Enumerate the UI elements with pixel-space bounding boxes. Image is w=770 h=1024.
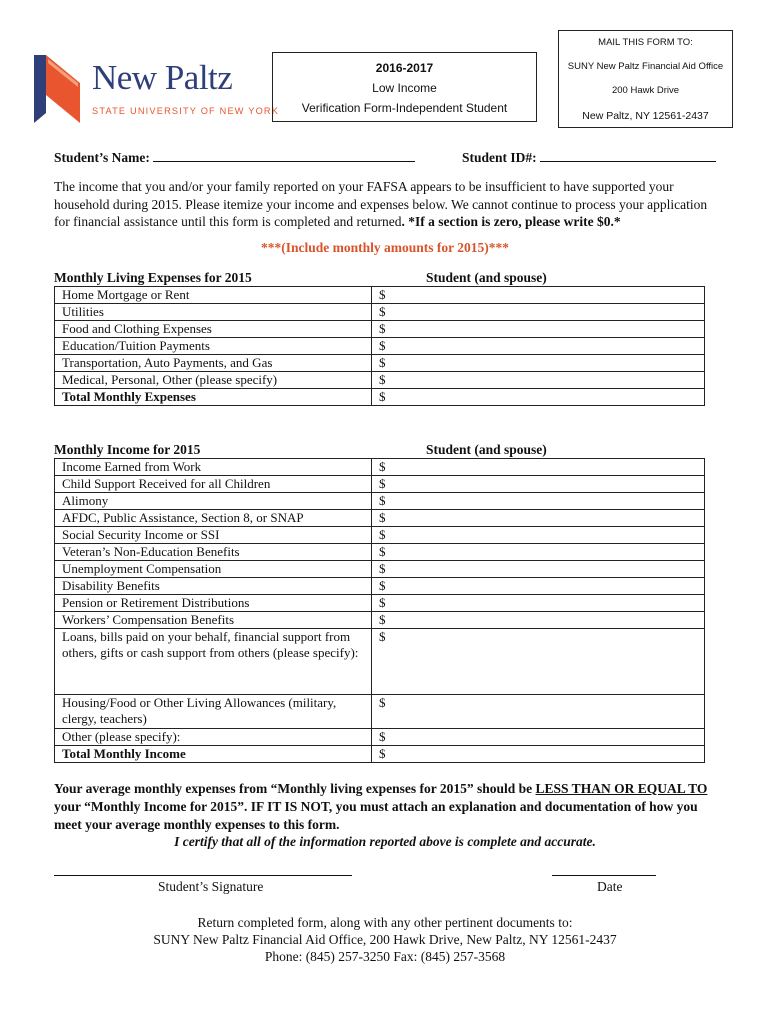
footer-phone-line: Phone: (845) 257-3250 Fax: (845) 257-3568 <box>264 949 506 964</box>
student-id-row <box>462 149 716 166</box>
income-row <box>55 695 705 729</box>
income-row <box>55 729 705 746</box>
income-row-amount-field[interactable]: $ <box>372 561 705 578</box>
intro-paragraph <box>54 178 724 231</box>
expense-row-label: Education/Tuition Payments <box>55 338 372 355</box>
income-row-label: Total Monthly Income <box>55 746 372 763</box>
expense-row-amount-field[interactable]: $ <box>372 321 705 338</box>
expense-row-amount-field[interactable]: $ <box>372 287 705 304</box>
income-column-header: Student (and spouse) <box>426 442 547 457</box>
income-row-label: Child Support Received for all Children <box>55 476 372 493</box>
expense-row-amount-field[interactable]: $ <box>372 338 705 355</box>
income-row-amount-field[interactable]: $ <box>372 510 705 527</box>
expense-row <box>55 304 705 321</box>
average-note-emphasis: LESS THAN OR EQUAL TO <box>535 781 708 796</box>
expense-row-amount-field[interactable]: $ <box>372 355 705 372</box>
income-row-label: Social Security Income or SSI <box>55 527 372 544</box>
student-name-label: Student’s Name: <box>54 150 150 165</box>
income-row-amount-field[interactable]: $ <box>372 578 705 595</box>
footer-return-line: Return completed form, along with any other pertinent documents to: <box>197 915 573 930</box>
student-signature-line[interactable] <box>54 875 352 876</box>
footer-address-line: SUNY New Paltz Financial Aid Office, 200 Hawk Drive, New Paltz, NY 12561-2437 <box>153 932 617 947</box>
income-row-label: AFDC, Public Assistance, Section 8, or SNAP <box>55 510 372 527</box>
expense-row <box>55 287 705 304</box>
average-note-part3: your “Monthly Income for 2015”. IF IT IS NOT, you must attach an explanation and documentation of how you meet your average monthly expenses to this form. <box>54 799 698 832</box>
income-row <box>55 493 705 510</box>
income-row-label: Alimony <box>55 493 372 510</box>
income-row <box>55 527 705 544</box>
student-signature-label: Student’s Signature <box>158 879 264 894</box>
mail-heading: MAIL THIS FORM TO: <box>598 37 693 48</box>
logo-subtitle: STATE UNIVERSITY OF NEW YORK <box>92 106 280 116</box>
expenses-table <box>54 286 705 406</box>
income-row-amount-field[interactable]: $ <box>372 527 705 544</box>
logo-wordmark: New Paltz <box>92 58 233 97</box>
income-row-label: Veteran’s Non-Education Benefits <box>55 544 372 561</box>
expenses-column-header: Student (and spouse) <box>426 270 547 285</box>
average-note-part1: Your average monthly expenses from “Monthly living expenses for 2015” should be <box>54 781 536 796</box>
income-row-amount-field[interactable]: $ <box>372 729 705 746</box>
expenses-title: Monthly Living Expenses for 2015 <box>54 270 252 285</box>
expense-row-amount-field[interactable]: $ <box>372 372 705 389</box>
mail-to-box <box>558 30 733 128</box>
income-row-amount-field[interactable]: $ <box>372 746 705 763</box>
mail-office: SUNY New Paltz Financial Aid Office <box>567 61 724 72</box>
intro-text: The income that you and/or your family reported on your FAFSA appears to be insufficient to have supported your household during 2015. Please itemize your income and expenses below. We cannot continue to process your application for financial assistance until this form is completed and returned <box>54 179 708 229</box>
expense-row-label: Home Mortgage or Rent <box>55 287 372 304</box>
expense-row-amount-field[interactable]: $ <box>372 389 705 406</box>
date-line[interactable] <box>552 875 656 876</box>
income-row <box>55 544 705 561</box>
income-row-label: Disability Benefits <box>55 578 372 595</box>
include-monthly-note: ***(Include monthly amounts for 2015)*** <box>260 240 510 255</box>
expense-row-label: Medical, Personal, Other (please specify) <box>55 372 372 389</box>
income-row <box>55 510 705 527</box>
income-row <box>55 612 705 629</box>
income-row-label: Unemployment Compensation <box>55 561 372 578</box>
income-row <box>55 459 705 476</box>
income-row-amount-field[interactable]: $ <box>372 493 705 510</box>
student-name-field[interactable] <box>153 149 415 162</box>
form-title-line3: Verification Form-Independent Student <box>301 101 508 115</box>
income-row <box>55 595 705 612</box>
student-id-label: Student ID#: <box>462 150 537 165</box>
expense-row-label: Food and Clothing Expenses <box>55 321 372 338</box>
income-row-amount-field[interactable]: $ <box>372 629 705 695</box>
expense-row <box>55 321 705 338</box>
average-expenses-note <box>54 780 724 834</box>
intro-emphasis: . *If a section is zero, please write $0.* <box>401 214 621 229</box>
expense-row <box>55 355 705 372</box>
date-label: Date <box>597 879 623 894</box>
mail-street: 200 Hawk Drive <box>611 85 680 96</box>
income-row <box>55 476 705 493</box>
income-row-amount-field[interactable]: $ <box>372 612 705 629</box>
expense-row <box>55 389 705 406</box>
form-title-line2: Low Income <box>372 81 437 95</box>
income-row <box>55 578 705 595</box>
income-row-label: Pension or Retirement Distributions <box>55 595 372 612</box>
income-row-label: Other (please specify): <box>55 729 372 746</box>
income-row-amount-field[interactable]: $ <box>372 476 705 493</box>
expense-row <box>55 372 705 389</box>
form-year: 2016-2017 <box>375 61 434 75</box>
income-row <box>55 746 705 763</box>
income-row-label: Income Earned from Work <box>55 459 372 476</box>
income-row-label: Workers’ Compensation Benefits <box>55 612 372 629</box>
certification-statement: I certify that all of the information reported above is complete and accurate. <box>174 834 596 849</box>
student-name-row <box>54 149 415 166</box>
income-row <box>55 561 705 578</box>
income-row-label: Housing/Food or Other Living Allowances (military, clergy, teachers) <box>55 695 372 729</box>
expense-row-label: Transportation, Auto Payments, and Gas <box>55 355 372 372</box>
form-title-box <box>272 52 537 122</box>
expense-row-label: Total Monthly Expenses <box>55 389 372 406</box>
income-row-label: Loans, bills paid on your behalf, financial support from others, gifts or cash support from others (please specify): <box>55 629 372 695</box>
income-row-amount-field[interactable]: $ <box>372 695 705 729</box>
expense-row-amount-field[interactable]: $ <box>372 304 705 321</box>
income-table <box>54 458 705 763</box>
income-title: Monthly Income for 2015 <box>54 442 201 457</box>
income-row-amount-field[interactable]: $ <box>372 459 705 476</box>
mail-city: New Paltz, NY 12561-2437 <box>582 110 709 122</box>
logo-mark-icon <box>34 55 80 123</box>
expense-row-label: Utilities <box>55 304 372 321</box>
expense-row <box>55 338 705 355</box>
income-row-amount-field[interactable]: $ <box>372 544 705 561</box>
income-row <box>55 629 705 695</box>
income-row-amount-field[interactable]: $ <box>372 595 705 612</box>
student-id-field[interactable] <box>540 149 716 162</box>
